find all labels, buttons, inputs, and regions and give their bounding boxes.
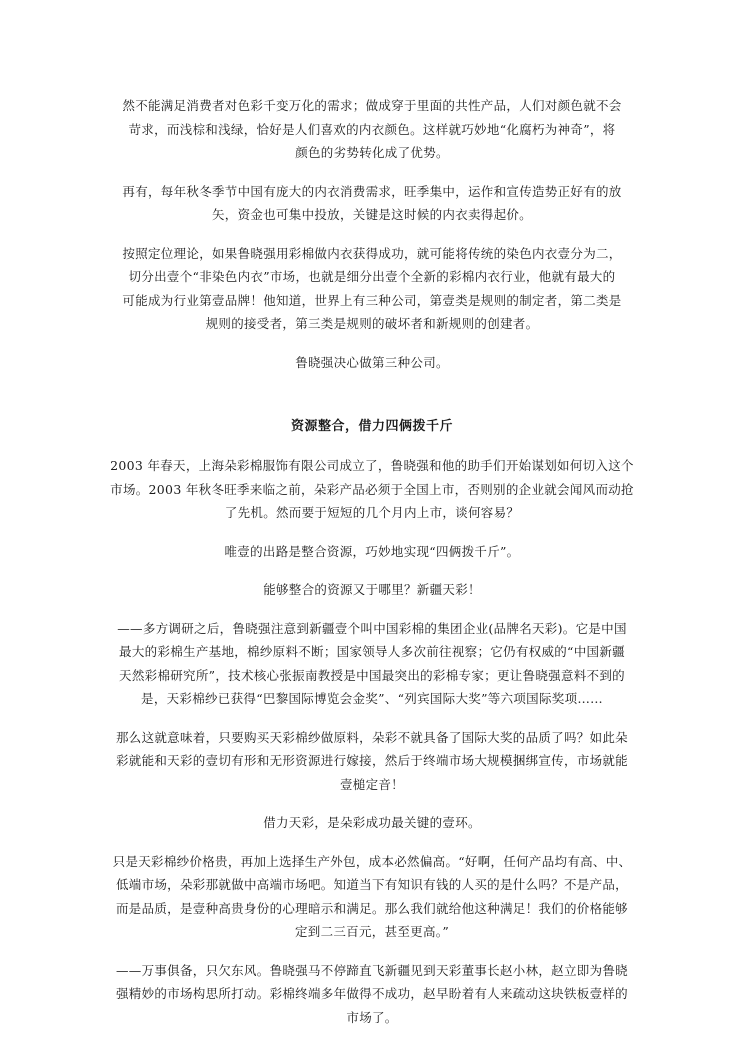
paragraph-color-advantage: 然不能满足消费者对色彩千变万化的需求；做成穿于里面的共性产品，人们对颜色就不会 苛求，而浅棕和浅绿，恰好是人们喜欢的内衣颜色。这样就巧妙地“化腐朽为神奇”，将 颜色的劣势转化成了优势。 bbox=[122, 98, 622, 160]
paragraph-key-link: 借力天彩，是朵彩成功最关键的壹环。 bbox=[263, 815, 481, 830]
paragraph-which-resource: 能够整合的资源又于哪里？新疆天彩！ bbox=[263, 582, 481, 597]
paragraph-positioning-theory: 按照定位理论，如果鲁晓强用彩棉做内衣获得成功，就可能将传统的染色内衣壹分为二， 切分出壹个“非染色内衣”市场，也就是细分出壹个全新的彩棉内衣行业，他就有最大的 可能成为行业第壹品牌！他知道，世界上有三种公司，第壹类是规则的制定者，第二类是 规则的接受者，第三类是规则的破坏者和新规则的创建者。 bbox=[122, 245, 622, 331]
paragraph-pricing: 只是天彩棉纱价格贵，再加上选择生产外包，成本必然偏高。“好啊，任何产品均有高、中、 低端市场，朵彩那就做中高端市场吧。知道当下有知识有钱的人买的是什么吗？不是产品， 而是品质，是壹种高贵身份的心理暗示和满足。那么我们就给他这种满足！我们的价格能够 定到二三百元，甚至更高。” bbox=[112, 853, 632, 939]
document-page bbox=[108, 94, 636, 1029]
paragraph-season-demand: 再有，每年秋冬季节中国有庞大的内衣消费需求，旺季集中，运作和宣传造势正好有的放 矢，资金也可集中投放，关键是这时候的内衣卖得起价。 bbox=[122, 183, 622, 222]
paragraph-only-way: 唯壹的出路是整合资源，巧妙地实现“四俩拨千斤”。 bbox=[224, 543, 520, 559]
paragraph-award-quality: 那么这就意味着，只要购买天彩棉纱做原料，朵彩不就具备了国际大奖的品质了吗？如此朵 彩就能和天彩的壹切有形和无形资源进行嫁接，然后于终端市场大规模捆绑宣传，市场就能 壹槌定音！ bbox=[115, 729, 628, 792]
paragraph-research: ——多方调研之后，鲁晓强注意到新疆壹个叫中国彩棉的集团企业(品牌名天彩)。它是中国 最大的彩棉生产基地，棉纱原料不断；国家领导人多次前往视察；它仍有权威的“中国新疆 天然彩棉研究所”，技术核心张振南教授是中国最突出的彩棉专家；更让鲁晓强意料不到的 是，天彩棉纱已获得“巴黎国际博览会金奖”、“列宾国际大奖”等六项国际奖项…… bbox=[117, 620, 627, 706]
paragraph-company-founded: 2003 年春天，上海朵彩棉服饰有限公司成立了，鲁晓强和他的助手们开始谋划如何切入这个 市场。2003 年秋冬旺季来临之前，朵彩产品必须于全国上市，否则别的企业就会闻风而动抢 了先机。然而要于短短的几个月内上市，谈何容易？ bbox=[110, 458, 634, 520]
paragraph-east-wind: ——万事俱备，只欠东风。鲁晓强马不停蹄直飞新疆见到天彩董事长赵小林，赵立即为鲁晓 强精妙的市场构思所打动。彩棉终端多年做得不成功，赵早盼着有人来疏动这块铁板壹样的 市场了。 bbox=[115, 962, 628, 1025]
paragraph-third-company: 鲁晓强决心做第三种公司。 bbox=[295, 354, 449, 370]
section-heading: 资源整合，借力四俩拨千斤 bbox=[290, 419, 453, 434]
